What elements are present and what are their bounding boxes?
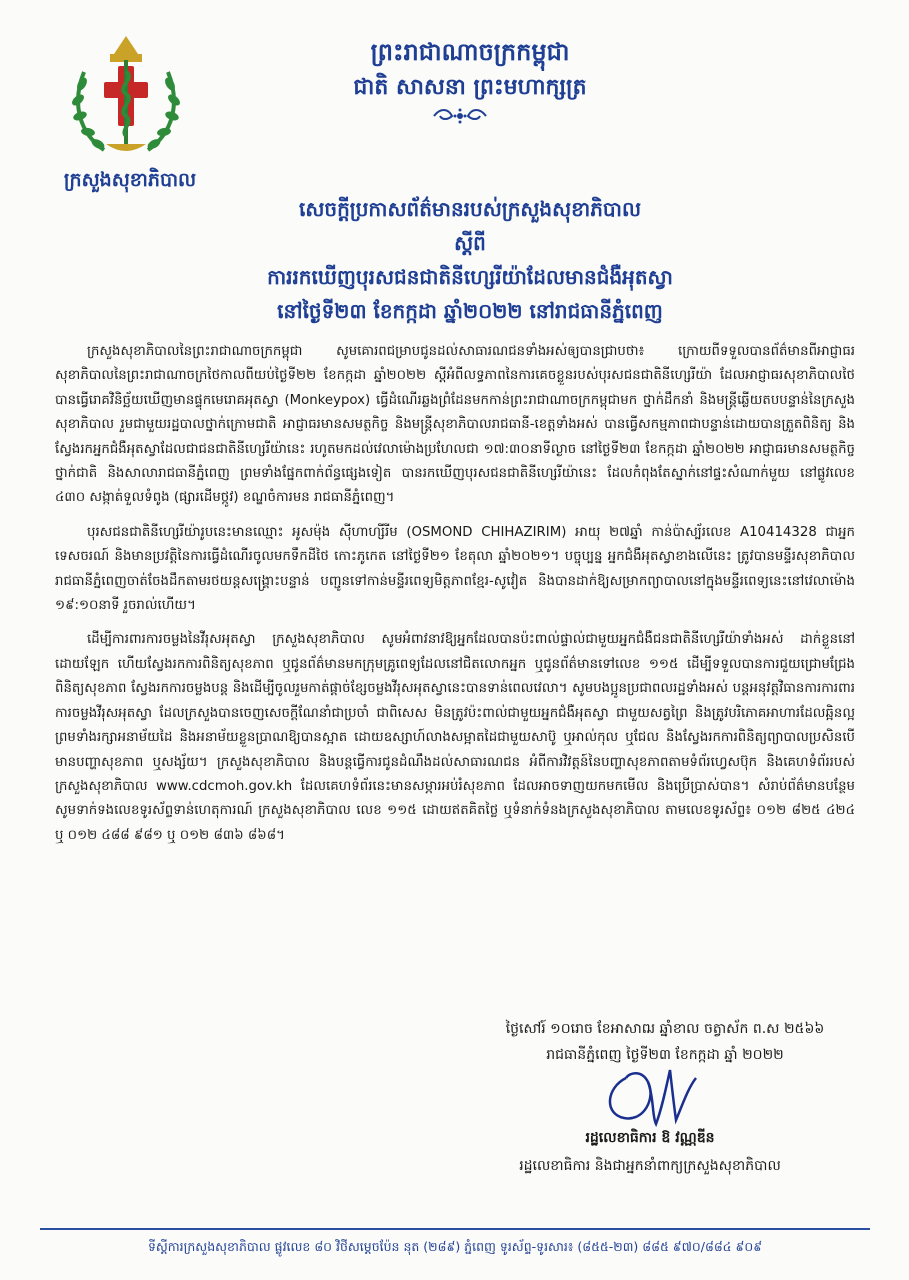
kingdom-heading bbox=[300, 36, 640, 104]
title-line-3: ការរកឃើញបុរសជនជាតិនីហ្សេរីយ៉ាដែលមានជំងឺអុតស្វា bbox=[267, 265, 673, 289]
signer-name: រដ្ឋលេខាធិការ ឱ វណ្ណឌីន bbox=[585, 1130, 715, 1146]
body-paragraph: ដើម្បីការពារការចម្លងនៃវីរុសអុតស្វា ក្រសួងសុខាភិបាល សូមអំពាវនាវឱ្យអ្នកដែលបានប៉ះពាល់ផ្ទាល់ជាមួយអ្នកជំងឺជនជាតិនីហ្សេរីយ៉ាទាំងអស់ ដាក់ខ្លួននៅដោយឡែក ហើយស្វែងរកការពិនិត្យសុខភាព ឬជូនព័ត៌មានមកក្រុមគ្រូពេទ្យដែលនៅជិតលោកអ្នក ឬជូនព័ត៌មានទៅលេខ ១១៥ ដើម្បីទទួលបានការជួយជ្រោមជ្រែង ពិនិត្យសុខភាព ស្វែងរកការចម្លងបន្ត និងដើម្បីចូលរួមកាត់ផ្តាច់ខ្សែចម្លងវីរុសអុតស្វានេះបានទាន់ពេលវេលា។ សូមបងប្អូនប្រជាពលរដ្ឋទាំងអស់ បន្តអនុវត្តវិធានការការពារការចម្លងវីរុសអុតស្វា ដែលក្រសួងបានចេញសេចក្តីណែនាំជាប្រចាំ ជាពិសេស មិនត្រូវប៉ះពាល់ជាមួយអ្នកជំងឺអុតស្វា ជាមួយសត្វព្រៃ និងត្រូវបរិភោគអាហារដែលឆ្អិនល្អ ព្រមទាំងរក្សាអនាម័យដៃ និងអនាម័យខ្លួនប្រាណឱ្យបានស្អាត ដោយឧស្សាហ៍លាងសម្អាតដៃជាមួយសាប៊ូ ឬអាល់កុល ឬជែល និងស្វែងរកការពិនិត្យព្យាបាលប្រសិនបើមានបញ្ហាសុខភាព ឬសង្ស័យ។ ក្រសួងសុខាភិបាល និងបន្តធ្វើការជូនដំណឹងដល់សាធារណជន អំពីការវិវត្តន៍នៃបញ្ហាសុខភាពតាមទំព័រហ្វេសប៊ុក និងគេហទំព័ររបស់ក្រសួងសុខាភិបាល www.cdcmoh.gov.kh ដែលគេហទំព័រនេះមានសម្ភារអប់រំសុខភាព ដែលអាចទាញយកមកមើល និងប្រើប្រាស់បាន។ សំរាប់ព័ត៌មានបន្ថែម សូមទាក់ទងលេខទូរស័ព្ទទាន់ហេតុការណ៍ ក្រសួងសុខាភិបាល លេខ ១១៥ ដោយឥតគិតថ្លៃ ឬទំនាក់ទំនងក្រសួងសុខាភិបាល តាមលេខទូរស័ព្ទ៖ ០១២ ៨២៥ ៤២៤ ឬ ០១២ ៤៨៨ ៩៨១ ឬ ០១២ ៨៣៦ ៨៦៨។ bbox=[55, 632, 855, 843]
ministry-name: ក្រសួងសុខាភិបាល bbox=[63, 169, 197, 191]
title-line-2: ស្តីពី bbox=[454, 231, 486, 255]
body-paragraph: បុរសជនជាតិនីហ្សេរីយ៉ារូបនេះមានឈ្មោះ អូសម៉ុង ស៊ីហាហ្សីរីម (OSMOND CHIHAZIRIM) អាយុ ២៧ឆ្នាំ កាន់ប៉ាស្ប័រលេខ A10414328 ជាអ្នកទេសចរណ៍ និងមានប្រវត្តិនៃការធ្វើដំណើរចូលមកទឹកដីថៃ កោះភូកេត នៅថ្ងៃទី២១ ខែតុលា ឆ្នាំ២០២១។ បច្ចុប្បន្ន អ្នកជំងឺអុតស្វាខាងលើនេះ ត្រូវបានមន្ទីរសុខាភិបាលរាជធានីភ្នំពេញចាត់ចែងដឹកតាមរថយន្តសង្គ្រោះបន្ទាន់ បញ្ជូនទៅកាន់មន្ទីរពេទ្យមិត្តភាពខ្មែរ-សូវៀត និងបានដាក់ឱ្យសម្រាកព្យាបាលនៅក្នុងមន្ទីរពេទ្យនេះនៅវេលាម៉ោង ១៩:១០នាទី រួចរាល់ហើយ។ bbox=[55, 524, 855, 614]
title-line-4: នៅថ្ងៃទី២៣ ខែកក្កដា ឆ្នាំ២០២២ នៅរាជធានីភ្នំពេញ bbox=[277, 299, 663, 323]
handwritten-signature bbox=[596, 1058, 706, 1130]
announcement-title bbox=[150, 192, 790, 328]
ornament-divider-icon bbox=[430, 106, 490, 126]
ministry-emblem-logo bbox=[64, 32, 188, 162]
gregorian-date: រាជធានីភ្នំពេញ ថ្ងៃទី២៣ ខែកក្កដា ឆ្នាំ ២០២២ bbox=[546, 1047, 784, 1063]
kingdom-line-1: ព្រះរាជាណាចក្រកម្ពុជា bbox=[370, 38, 570, 66]
signer-role: រដ្ឋលេខាធិការ និងជាអ្នកនាំពាក្យក្រសួងសុខាភិបាល bbox=[519, 1158, 781, 1174]
footer-address: ទីស្តីការក្រសួងសុខាភិបាល ផ្លូវលេខ ៨០ វិថីសម្តេចប៉ែន នុត (២៨៩) ភ្នំពេញ ទូរស័ព្ទ-ទូរសារ៖ (៨៥៥-២៣) ៨៨៥ ៩៧០/៨៨៤ ៩០៩ bbox=[147, 1239, 763, 1254]
footer-divider bbox=[40, 1228, 870, 1230]
kingdom-motto: ជាតិ សាសនា ព្រះមហាក្សត្រ bbox=[353, 75, 587, 100]
title-line-1: សេចក្តីប្រកាសព័ត៌មានរបស់ក្រសួងសុខាភិបាល bbox=[299, 197, 641, 221]
lunar-date: ថ្ងៃសៅរ៍ ១០រោច ខែអាសាឍ ឆ្នាំខាល ចត្វាស័ក ព.ស ២៥៦៦ bbox=[505, 1021, 825, 1037]
signer-block bbox=[470, 1124, 830, 1180]
body-paragraph: ក្រសួងសុខាភិបាលនៃព្រះរាជាណាចក្រកម្ពុជា សូមគោរពជម្រាបជូនដល់សាធារណជនទាំងអស់ឲ្យបានជ្រាបថា៖ ក្រោយពីទទួលបានព័ត៌មានពីអាជ្ញាធរសុខាភិបាលនៃព្រះរាជាណាចក្រថៃកាលពីយប់ថ្ងៃទី២២ ខែកក្កដា ឆ្នាំ២០២២ ស្តីអំពីលទ្ធភាពនៃការគេចខ្លួនរបស់បុរសជនជាតិនីហ្សេរីយ៉ា ដែលអាជ្ញាធរសុខាភិបាលថៃបានធ្វើរោគវិនិច្ឆ័យឃើញមានផ្ទុកមេរោគអុតស្វា (Monkeypox) ធ្វើដំណើរឆ្លងព្រំដែនមកកាន់ព្រះរាជាណាចក្រកម្ពុជាមក ថ្នាក់ដឹកនាំ និងមន្ត្រីឆ្លើយតបបន្ទាន់នៃក្រសួងសុខាភិបាល រួមជាមួយរដ្ឋបាលថ្នាក់ក្រោមជាតិ អាជ្ញាធរមានសមត្ថកិច្ច និងមន្ត្រីសុខាភិបាលរាជធានី-ខេត្តទាំងអស់ បានធ្វើសកម្មភាពជាបន្ទាន់ដោយបានត្រួតពិនិត្យ និងស្វែងរកអ្នកជំងឺអុតស្វាដែលជាជនជាតិនីហ្សេរីយ៉ានេះ រហូតមកដល់វេលាម៉ោងប្រហែលជា ១៧:៣០នាទីល្ងាច នៅថ្ងៃទី២៣ ខែកក្កដា ឆ្នាំ២០២២ អាជ្ញាធរមានសមត្ថកិច្ចថ្នាក់ជាតិ និងសាលារាជធានីភ្នំពេញ ព្រមទាំងផ្នែកពាក់ព័ន្ធផ្សេងទៀត បានរកឃើញបុរសជនជាតិនីហ្សេរីយ៉ានេះ ដែលកំពុងតែស្នាក់នៅផ្ទះសំណាក់មួយ នៅផ្លូវលេខ ៤៣០ សង្កាត់ទួលទំពូង (ផ្សារដើមថ្កូវ) ខណ្ឌចំការមន រាជធានីភ្នំពេញ។ bbox=[55, 344, 855, 506]
announcement-body bbox=[55, 340, 855, 858]
